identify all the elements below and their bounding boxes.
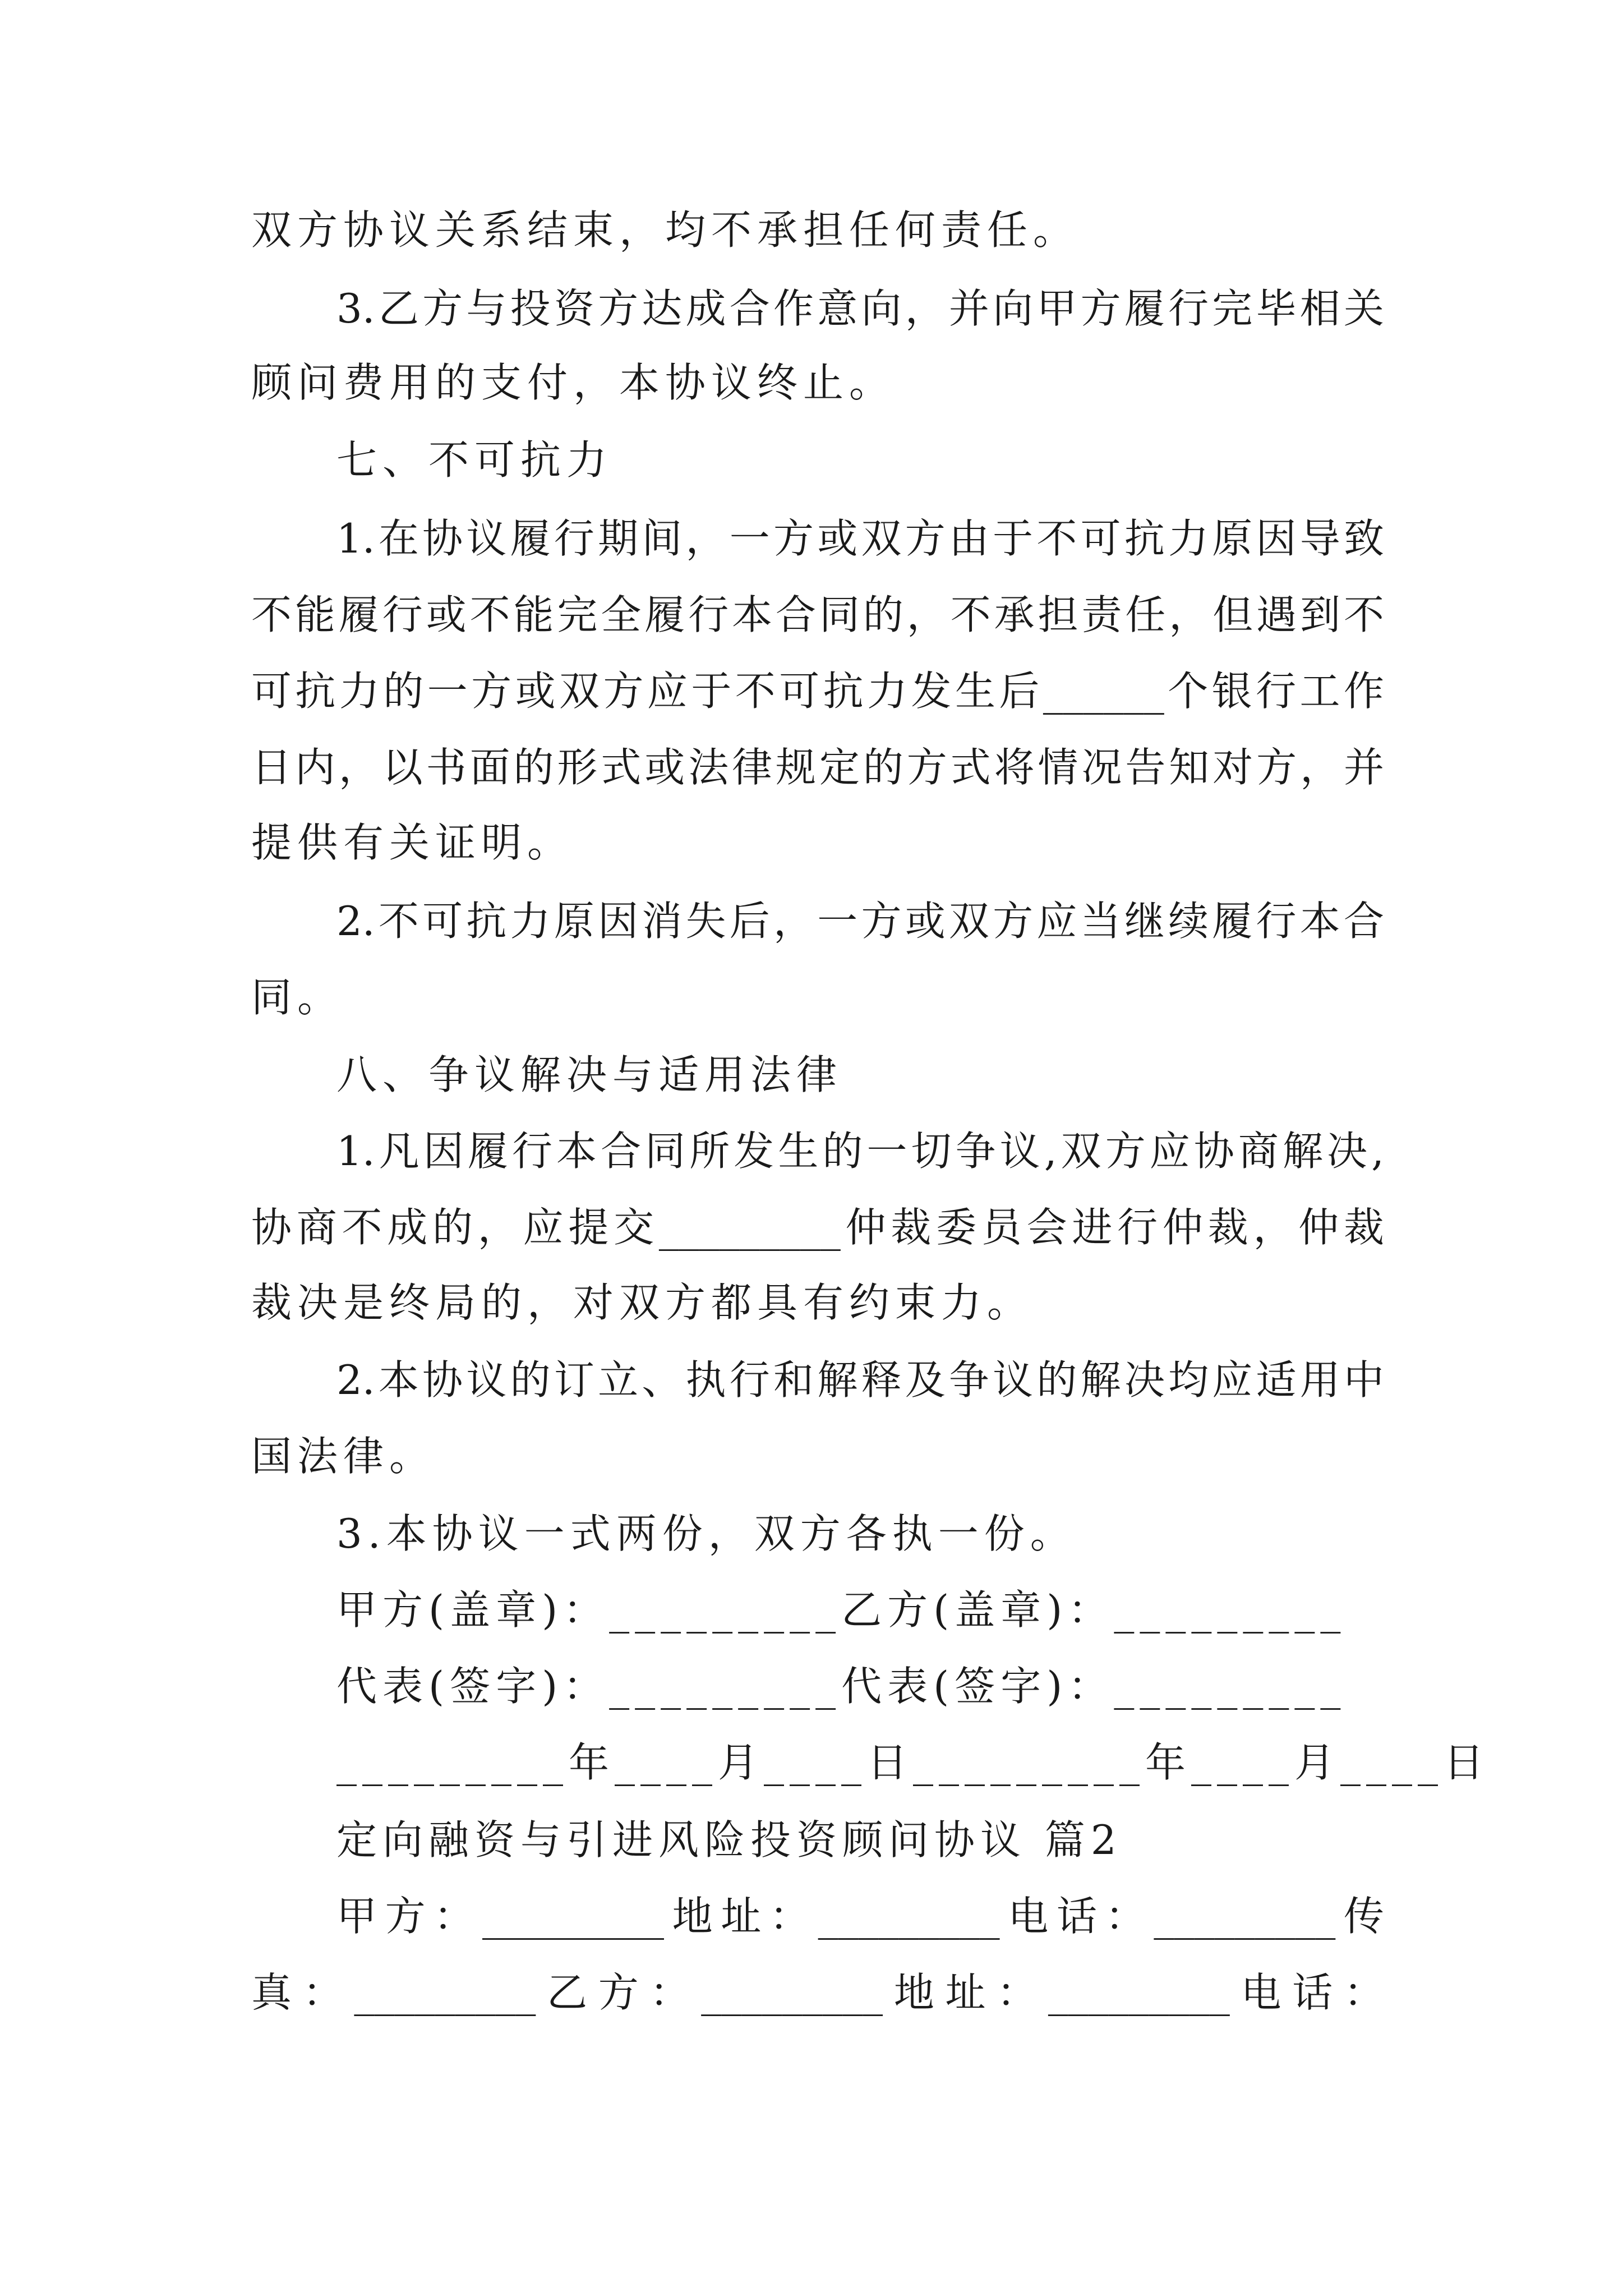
signature-date-line: _________年____月____日_________年____月____日 [336,1739,1490,1786]
section-title-part-2: 定向融资与引进风险投资顾问协议 篇2 [336,1816,1122,1864]
text-line-8: 日内，以书面的形式或法律规定的方式将情况告知对方，并 [251,744,1384,791]
text-line-11: 同。 [251,974,344,1021]
party-info-line-2: 真：_________乙方：_________地址：_________电话： [251,1969,1384,2016]
text-line-15: 裁决是终局的，对双方都具有约束力。 [251,1279,1034,1326]
party-info-line-1: 甲方：_________地址：_________电话：_________传 [336,1893,1384,1940]
text-line-16: 2.本协议的订立、执行和解释及争议的解决均应适用中 [336,1356,1384,1404]
section-heading-dispute-resolution: 八、争议解决与适用法律 [336,1051,843,1098]
text-line-6: 不能履行或不能完全履行本合同的，不承担责任，但遇到不 [251,591,1384,638]
text-line-13: 1.凡因履行本合同所发生的一切争议,双方应协商解决, [336,1128,1384,1175]
text-line-14: 协商不成的，应提交_________仲裁委员会进行仲裁，仲裁 [251,1204,1384,1251]
text-line-3: 顾问费用的支付，本协议终止。 [251,359,896,406]
text-line-10: 2.不可抗力原因消失后，一方或双方应当继续履行本合 [336,898,1384,945]
text-line-5: 1.在协议履行期间，一方或双方由于不可抗力原因导致 [336,515,1384,562]
text-line-18: 3.本协议一式两份，双方各执一份。 [336,1510,1076,1557]
text-line-17: 国法律。 [251,1433,436,1480]
section-heading-force-majeure: 七、不可抗力 [336,436,613,484]
text-line-9: 提供有关证明。 [251,819,574,866]
text-line-2: 3.乙方与投资方达成合作意向，并向甲方履行完毕相关 [336,285,1384,332]
text-line-7: 可抗力的一方或双方应于不可抗力发生后______个银行工作 [251,668,1384,715]
signature-line-representative: 代表(签字)：_________代表(签字)：_________ [336,1663,1347,1710]
signature-line-seal: 甲方(盖章)：_________乙方(盖章)：_________ [336,1586,1347,1634]
text-line-1: 双方协议关系结束，均不承担任何责任。 [251,206,1080,254]
